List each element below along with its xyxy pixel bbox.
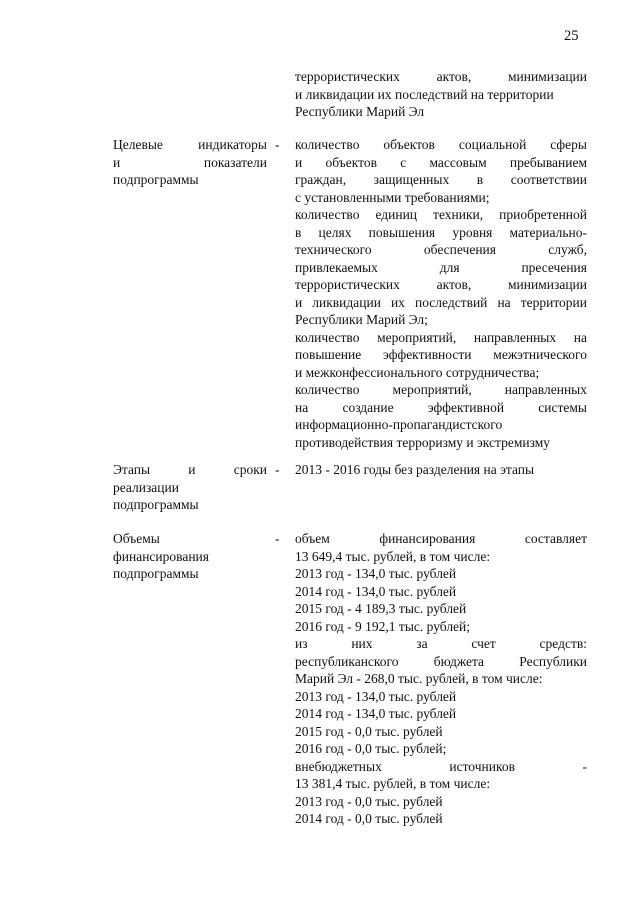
- text-line: 13 649,4 тыс. рублей, в том числе:: [295, 548, 491, 564]
- continuation-text: [295, 68, 587, 121]
- text-line: Республики Марий Эл: [295, 104, 425, 119]
- text-line: противодействия терроризму и экстремизму: [295, 434, 551, 450]
- text-line: 2016 год - 0,0 тыс. рублей;: [295, 741, 447, 756]
- text-line: 2014 год - 0,0 тыс. рублей: [295, 811, 443, 826]
- label-line: подпрограммы: [113, 566, 199, 581]
- text-line: террористических актов, минимизации: [295, 277, 587, 292]
- text-line: и межконфессионального сотрудничества;: [295, 364, 540, 380]
- label-line: Этапы и сроки: [113, 462, 267, 477]
- text-line: 2013 год - 0,0 тыс. рублей: [295, 793, 443, 809]
- text-line: информационно-пропагандистского: [295, 417, 503, 432]
- text-line: и объектов с массовым пребыванием: [295, 154, 587, 170]
- separator-dash: -: [275, 531, 280, 546]
- section-label: [113, 530, 267, 583]
- text-line: 2015 год - 0,0 тыс. рублей: [295, 723, 443, 739]
- text-line: 2013 год - 134,0 тыс. рублей: [295, 688, 457, 704]
- text-line: 2016 год - 9 192,1 тыс. рублей;: [295, 618, 471, 634]
- label-line: Объемы: [113, 531, 160, 546]
- text-line: 2013 год - 134,0 тыс. рублей: [295, 566, 457, 581]
- text-line: граждан, защищенных в соответствии: [295, 172, 587, 187]
- text-line: количество единиц техники, приобретенной: [295, 207, 587, 222]
- text-line: количество объектов социальной сферы: [295, 137, 587, 152]
- text-line: из них за счет средств:: [295, 636, 587, 651]
- page-number: 25: [564, 28, 579, 44]
- text-line: Республики Марий Эл;: [295, 312, 428, 327]
- text-line: 2014 год - 134,0 тыс. рублей: [295, 706, 457, 721]
- text-line: с установленными требованиями;: [295, 189, 490, 205]
- section-label: [113, 461, 267, 514]
- text-line: и ликвидации их последствий на территории: [295, 294, 587, 310]
- text-line: 2014 год - 134,0 тыс. рублей: [295, 583, 457, 599]
- text-line: повышение эффективности межэтнического: [295, 347, 587, 362]
- text-line: внебюджетных источников -: [295, 758, 587, 774]
- label-line: финансирования: [113, 548, 209, 564]
- text-line: и ликвидации их последствий на территории: [295, 86, 554, 102]
- label-line: подпрограммы: [113, 172, 199, 187]
- text-line: объем финансирования составляет: [295, 531, 587, 546]
- text-line: Марий Эл - 268,0 тыс. рублей, в том числе:: [295, 671, 543, 686]
- text-line: в целях повышения уровня материально-: [295, 224, 587, 240]
- text-line: республиканского бюджета Республики: [295, 653, 587, 669]
- text-line: 2015 год - 4 189,3 тыс. рублей: [295, 601, 467, 616]
- section-content: [295, 530, 587, 828]
- text-line: террористических актов, минимизации: [295, 69, 587, 84]
- text-line: 13 381,4 тыс. рублей, в том числе:: [295, 776, 491, 791]
- text-line: на создание эффективной системы: [295, 399, 587, 415]
- label-line: подпрограммы: [113, 497, 199, 512]
- section-content: [295, 136, 587, 451]
- separator-dash: -: [275, 137, 280, 152]
- separator-dash: -: [275, 462, 280, 477]
- label-line: и показатели: [113, 154, 267, 170]
- section-label: [113, 136, 267, 189]
- text-line: 2013 - 2016 годы без разделения на этапы: [295, 462, 535, 477]
- label-line: реализации: [113, 479, 179, 495]
- section-content: [295, 461, 587, 479]
- label-line: Целевые индикаторы: [113, 137, 267, 152]
- text-line: количество мероприятий, направленных: [295, 382, 587, 397]
- text-line: технического обеспечения служб,: [295, 242, 587, 257]
- text-line: количество мероприятий, направленных на: [295, 329, 587, 345]
- text-line: привлекаемых для пресечения: [295, 259, 587, 275]
